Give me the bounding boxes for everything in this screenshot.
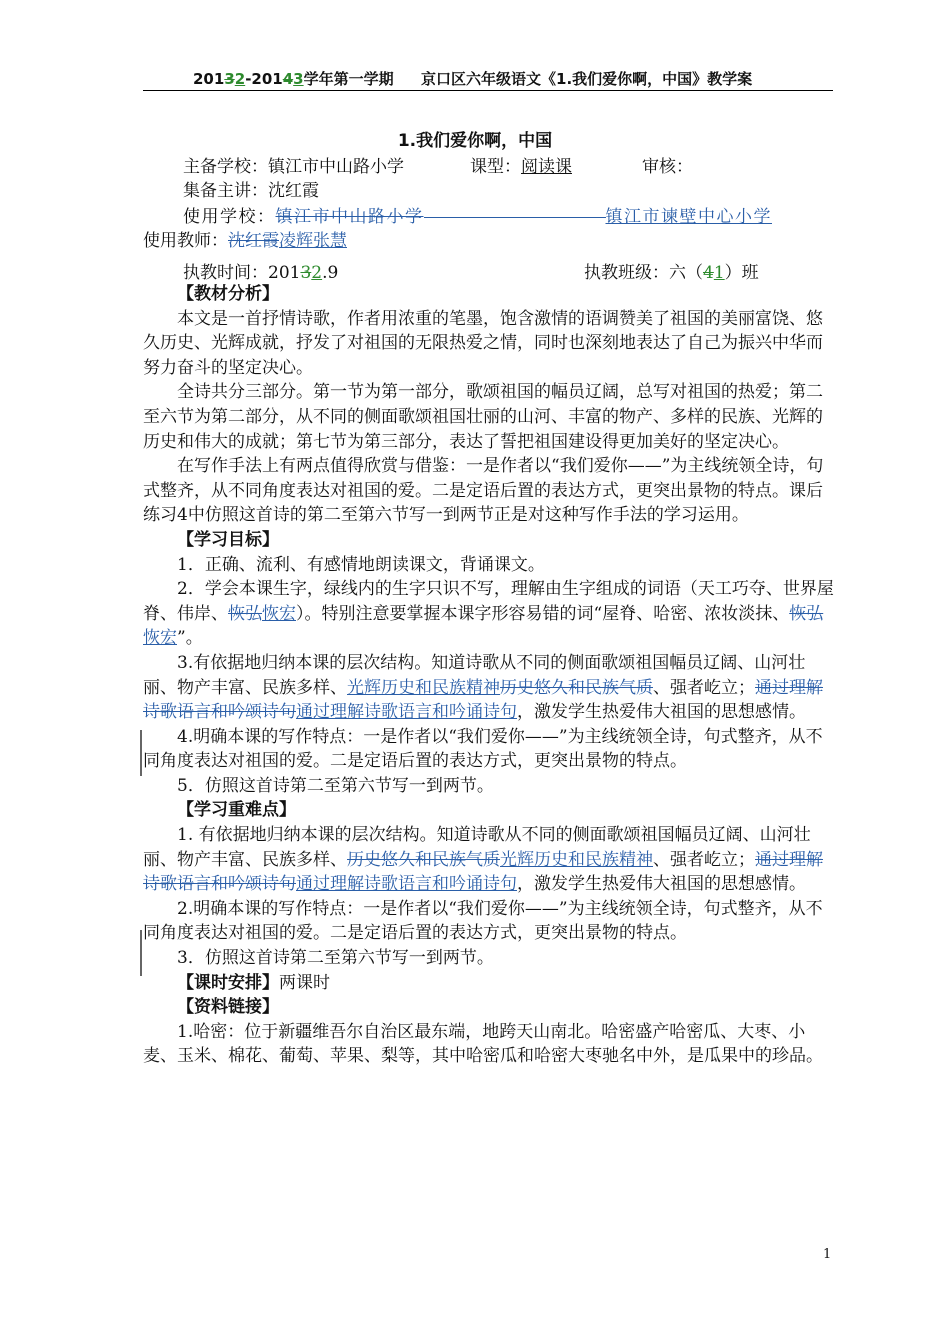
info-lead-teacher: 集备主讲：沈红霞 (183, 181, 319, 201)
section-heading-analysis: 【教材分析】 (177, 284, 279, 304)
goal-item: 1．正确、流利、有感情地朗读课文，背诵课文。 (177, 554, 545, 575)
section-heading-goals: 【学习目标】 (177, 529, 279, 550)
section-heading-key-points: 【学习重难点】 (177, 800, 296, 821)
lesson-title: 1.我们爱你啊，中国 (397, 131, 553, 151)
info-time: 执教时间：20132.9 (183, 263, 339, 283)
info-review: 审核： (642, 157, 693, 177)
page-header (143, 66, 833, 91)
goal-item: 3.有依据地归纳本课的层次结构。知道诗歌从不同的侧面歌颂祖国幅员辽阔、山河壮丽、物产丰富、民族多样、光辉历史和民族精神历史悠久和民族气质、强者屹立；通过理解诗歌语言和吟颂诗句通过理解诗歌语言和吟诵诗句，激发学生热爱伟大祖国的思想感情。 (143, 652, 823, 723)
analysis-paragraph: 本文是一首抒情诗歌，作者用浓重的笔墨，饱含激情的语调赞美了祖国的美丽富饶、悠久历史、光辉成就，抒发了对祖国的无限热爱之情，同时也深刻地表达了自己为振兴中华而努力奋斗的坚定决心。 (143, 308, 823, 378)
info-class: 执教班级：六（41）班 (584, 263, 759, 283)
info-school: 主备学校：镇江市中山路小学 (183, 157, 404, 177)
revision-margin-mark (140, 730, 142, 776)
goal-item: 5．仿照这首诗第二至第六节写一到两节。 (177, 775, 494, 796)
schedule-line: 【课时安排】两课时 (177, 972, 330, 993)
key-point-item: 1. 有依据地归纳本课的层次结构。知道诗歌从不同的侧面歌颂祖国幅员辽阔、山河壮丽、物产丰富、民族多样、历史悠久和民族气质光辉历史和民族精神、强者屹立；通过理解诗歌语言和吟颂诗句通过理解诗歌语言和吟诵诗句，激发学生热爱伟大祖国的思想感情。 (143, 825, 823, 895)
key-point-item: 2.明确本课的写作特点：一是作者以“我们爱你——”为主线统领全诗，句式整齐，从不同角度表达对祖国的爱。二是定语后置的表达方式，更突出景物的特点。 (143, 898, 823, 944)
analysis-paragraph: 在写作手法上有两点值得欣赏与借鉴：一是作者以“我们爱你——”为主线统领全诗，句式整齐，从不同角度表达对祖国的爱。二是定语后置的表达方式，更突出景物的特点。课后练习4中仿照这首诗的第二至第六节写一到两节正是对这种写作手法的学习运用。 (143, 456, 824, 526)
page-number: 1 (823, 1247, 832, 1262)
info-teachers: 使用教师：沈红霞凌辉张慧 (143, 231, 347, 251)
goal-item: 4.明确本课的写作特点：一是作者以“我们爱你——”为主线统领全诗，句式整齐，从不同角度表达对祖国的爱。二是定语后置的表达方式，更突出景物的特点。 (143, 726, 823, 772)
link-item: 1.哈密：位于新疆维吾尔自治区最东端，地跨天山南北。哈密盛产哈密瓜、大枣、小麦、玉米、棉花、葡萄、苹果、梨等，其中哈密瓜和哈密大枣驰名中外，是瓜果中的珍品。 (143, 1021, 823, 1067)
info-use-school: 使用学校：镇江市中山路小学 镇江市谏壁中心小学 (183, 207, 772, 227)
info-type: 课型：阅读课 (470, 157, 572, 177)
lesson-body (143, 282, 835, 1069)
section-heading-links: 【资料链接】 (177, 997, 279, 1018)
header-course-title: 京口区六年级语文《1.我们爱你啊，中国》教学案 (421, 70, 753, 88)
analysis-paragraph: 全诗共分三部分。第一节为第一部分，歌颂祖国的幅员辽阔，总写对祖国的热爱；第二至六节为第二部分，从不同的侧面歌颂祖国壮丽的山河、丰富的物产、多样的民族、光辉的历史和伟大的成就；第七节为第三部分，表达了誓把祖国建设得更加美好的坚定决心。 (143, 382, 823, 452)
header-semester: 20132-20143学年第一学期 (193, 70, 394, 88)
goal-item: 2．学会本课生字，绿线内的生字只识不写，理解由生字组成的词语（天工巧夺、世界屋脊、伟岸、恢弘恢宏）。特别注意要掌握本课字形容易错的词“屋脊、哈密、浓妆淡抹、恢弘恢宏”。 (143, 579, 834, 649)
key-point-item: 3．仿照这首诗第二至第六节写一到两节。 (177, 948, 494, 969)
revision-margin-mark (140, 930, 142, 976)
